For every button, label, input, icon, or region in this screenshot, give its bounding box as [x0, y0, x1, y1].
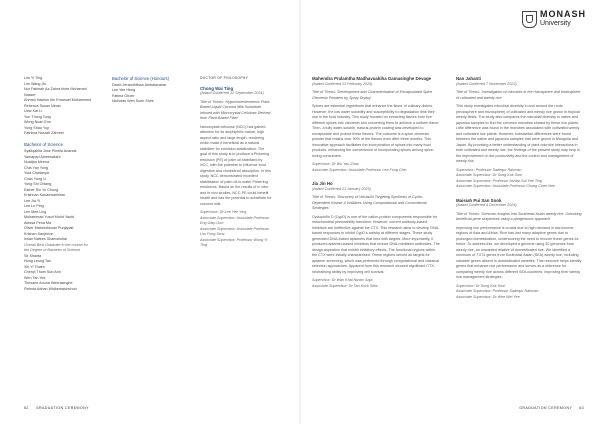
phd-entry	[312, 181, 440, 289]
graduate-name: Chia Yan Yong	[24, 165, 49, 170]
graduate-list-bsc	[24, 149, 94, 243]
graduate-name: Wong Nuan Ene	[24, 120, 51, 124]
page-number-left: 62	[24, 406, 29, 410]
thesis-abstract: Nanocrystal cellulose (NCC) has gained attention for its amphiphilic nature, high aspect ratio and large length, rendering which make it beneficial as a natural stabilizer for emulsion stabilization. The goal of this study is to produce a Pickering emulsion (PE) of palm oil stabilized by NCC, with the potential to influence food digestion and cholesterol absorption. In this study, NCC demonstrated excellent stabilization of palm oil-in-water Pickering emulsions. Based on the results of in vitro and in vivo studies, NCC-PE could benefit health and has the potential to substitute for coconut milk.	[200, 124, 272, 206]
graduate-name: Lee Yee Heng	[112, 88, 136, 92]
graduate-name: Rebecca Susan Ninan	[24, 103, 61, 108]
graduate-name: Oliver Mahesthiruan Punjapati	[24, 226, 74, 230]
phd-entry	[200, 86, 272, 249]
phd-entry	[312, 76, 440, 173]
column-5	[456, 76, 584, 308]
graduate-name: Krishan Sanjeeve	[24, 231, 53, 236]
associate-supervisor: Associate Supervisor: Dr Tan Kock Siew	[312, 283, 378, 288]
graduate-name: Associate Supervisor: Associate Professor Lim Fong Siew	[200, 226, 270, 236]
graduate-name: Nuatipa Meena	[24, 160, 50, 164]
graduate-name: Yong Shao Yup	[24, 125, 50, 130]
thesis-abstract: Spices are essential ingredients that enhance the flavor of culinary dishes. However, the low water solubility and susceptibility to degradation limit their use in the food industry. This study focused on extracting flavors from five different spices into oleoresin and converting them to achieve a uniform flavor. Then, a fully water-soluble, natural-protein coating was developed to encapsulate and protect these flavors. The outcome is a spice oleoresin powder that retains over 90% of the flavors even after three months. This innovative approach facilitates the incorporation of spices into many food products, enhancing the convenience of incorporating spices among spice-loving consumers.	[312, 104, 440, 158]
graduate-name: Esther Sin Yu Chong	[24, 187, 59, 192]
graduate-name: Irwan Nafees Shamshullai	[24, 237, 67, 241]
page-gutter	[299, 0, 301, 424]
section-title-bsc: Bachelor of Science	[24, 141, 64, 147]
graduate-name: Associate Supervisor: Professor Wong Yi Ting	[200, 237, 268, 247]
footer-text-left: GRADUATION CEREMONY	[35, 406, 89, 410]
graduate-name: Yamapad Ameesakshi	[24, 154, 61, 159]
thesis-abstract: Cyclophilin D (CypD) is one of the cation-protein components responsible for mitochondrial permeability transition. However, current antibody-based inhibitors are ineffective against the CTX. This research aims to develop DNA-based responses to inhibit CypD's activity at different stages. These study generated DNA-based aptamers that bind with targets. More importantly, it produced aptamer-based inhibitors that reduce DNA-mediated antibodies. The design aspiration that exhibit inhibitory effects. The functional regions within the CTX were initially characterised. These regions served as targets for aptamer screening, which was performed through computational and classical selection approaches. Apparent from this research showed significant CTX-neutralising ability by improving cell survival.	[312, 214, 440, 274]
associate-supervisor: Associate Supervisor: Dr Wee Wei Yee	[456, 294, 520, 299]
award-date: (Award Conferred 7 November 2022)	[456, 81, 517, 86]
graduate-name: Nicholas Wen Suen Shee	[112, 99, 154, 103]
award-date: (Award Conferred 4 December 2024)	[456, 203, 517, 207]
monash-logo	[522, 10, 586, 28]
graduate-name: Fathima Nusrah Zahreel	[24, 131, 64, 135]
column-2	[112, 76, 180, 105]
award-date: (Award Conferred 13 February 2025)	[312, 81, 373, 86]
graduate-name: Wen Tan Yee	[24, 275, 46, 280]
graduate-list-bsc-cont	[24, 254, 94, 293]
thesis-title: Title of Thesis: 'Development and Characterisation of Encapsulated Spice Oleoresin Powders by Spray Drying'	[312, 90, 433, 100]
graduate-list	[24, 76, 94, 137]
graduate-name: Associate Supervisor: Associate Professor Eng Giap Goh	[200, 215, 270, 225]
phd-entry	[456, 76, 584, 190]
graduate-name: Lee Mee Ling	[24, 209, 47, 214]
graduate-name: Thesane Anuna Weerasinghe	[24, 281, 73, 285]
graduate-name: Chan Yung Li	[24, 176, 47, 181]
graduate-name: Lee Lu Ping	[24, 204, 44, 208]
graduate-name: Lee Jia Yi	[24, 198, 40, 203]
crest-icon	[522, 11, 537, 28]
supervisor: Supervisor: Dr Lee Yee Ying	[200, 210, 247, 214]
column-4	[312, 76, 440, 297]
footer-left	[24, 406, 89, 410]
associate-supervisors	[200, 216, 272, 249]
thesis-abstract: This study investigates microbial diversity in and around the roots (endosphere and rhizosphere) of cultivated and weedy rice grown in tropical weedy fields. The study also compares the microbial diversity in native and japonica samples to find the common microbes shared by these rice plants. Little difference was found in the microbes associated with cultivated weedy and cultivated rice plants. However, substantial differences were found between the native and japonica samples that were grown in Mongolia and Japan. By providing a better understanding of plant-microbe interactions in both cultivated and weedy rice, the findings of the present study may help in the improvement of rice productivity and the control and management of weedy rice.	[456, 104, 580, 163]
graduate-name: Yong Shi Chiang	[24, 182, 52, 186]
graduate-name: Hung Leong Tan	[24, 259, 51, 263]
thesis-title: Title of Thesis: 'Discovery of Virtual/Ai Targeting Synthesis of Cyclin-Dependent Kinase-4 Inhibitors Using Computational and Conventional Strategies'	[312, 195, 427, 210]
graduate-name: Krishnan Kanamsankiran	[24, 193, 66, 197]
graduate-name: Lim Wang Jin	[24, 81, 47, 86]
graduate-name: Nur Fatimah Az-Zahra binte Mohamed Nasser	[24, 87, 87, 97]
associate-supervisor: Associate Supervisor: Professor Ashfar-Sui Yee Ting	[456, 178, 542, 183]
award-date: (Award Conferred 21 January 2025)	[312, 186, 371, 191]
logo-line2: University	[540, 20, 571, 27]
phd-entry	[456, 198, 584, 301]
thesis-title: Title of Thesis: 'Investigation of microbes in the rhizosphere and endosphere of cultivated and weedy rice'	[456, 90, 581, 100]
graduate-name: Atessa Pena Ma	[24, 220, 52, 225]
graduate-name: Fatima Ghoer	[112, 93, 135, 98]
section-title-honours: Bachelor of Science (Honours)	[112, 76, 170, 81]
graduate-name: Sir Shanta	[24, 253, 42, 258]
graduate-name: Liew Kai Li	[24, 109, 42, 113]
supervisor: Supervisor: Dr Song Kok Sooi	[456, 283, 505, 288]
graduate-name: Flelnda Adrian Widkemasinchuh	[24, 286, 77, 291]
column-3	[200, 76, 272, 257]
award-note: Overall Best Graduate in the course for the Degree of Bachelor of Science	[24, 242, 88, 252]
supervisor: Supervisor: Dr Wan Khai Nizam Saja	[312, 278, 373, 282]
associate-supervisor: Associate Supervisor: Professor Sadequr Rahman	[456, 289, 539, 293]
graduate-name: Yun Thong Tong	[24, 114, 51, 119]
associate-supervisor: Associate Supervisor: Dr Song Kok Sooi	[456, 173, 522, 177]
logo-line1: MONASH	[540, 9, 586, 19]
graduate-name: Jia Jin Ho	[312, 181, 333, 186]
supervisor: Supervisor: Dr Wu Yao Zhao	[312, 162, 359, 166]
thesis-title: Title of Thesis: 'Genomic insights into Southeast Asian weedy rice: Unlocking beneficial gene sequences using a pangenomic approach'	[456, 211, 582, 221]
footer-right	[519, 406, 584, 410]
column-1	[24, 76, 94, 292]
supervisor: Supervisor: Professor Sadequr Rahman	[456, 167, 522, 172]
graduate-name: David Jerandhithan Ambalavanar	[112, 82, 167, 87]
award-date: (Award Conferred 12 September 2024)	[200, 91, 264, 95]
graduate-name: Mahendra Pralamtha Madhavuakiha Gamasinghe Devage	[312, 76, 432, 81]
associate-supervisor: Associate Supervisor: Associate Professor Chong Chee Nee	[456, 184, 555, 188]
graduate-name: Lim Yi Ting	[24, 76, 43, 80]
graduate-name: Yula Chaitanya	[24, 171, 49, 175]
footer-text-right: GRADUATION CEREMONY	[519, 406, 573, 410]
section-title-phd: DOCTOR OF PHILOSOPHY	[200, 76, 249, 80]
graduate-name: Xin Yi Thaen	[24, 264, 45, 269]
graduate-list-honours	[112, 83, 180, 105]
graduate-name: Ahmed Hashim bin Emanuel Mohammed	[24, 98, 92, 102]
graduate-name: Maisiah Pui San Sook	[456, 197, 502, 203]
page-number-right: 63	[579, 406, 584, 410]
thesis-abstract: Improving rice performance is crucial due to high demand in low-income regions of Asia and Africa. Rice has lost many adaptive genes due to prolonged domestication, underscoring the need to recover these genes for future. To address this, we developed a genome using 30 genomes from weedy rice, an unwanted relative of domesticated rice. We identified a minimum of 7,074 genes from Southeast Asian (SEA) weedy rice, including valuable genes absent in domesticated varieties. This resource helps identify genes that enhance rice performance and serves as a reference for comparing weedy rice across different SEA countries, improving their weedy rice management strategies.	[456, 225, 582, 279]
thesis-title: Title of Thesis: 'Hypocholesterolemic Plant-Based Liquid Coconut Milk Substitute Infused with Microcrystal Cellulose Derived from Plant-Based Fiber'	[200, 99, 271, 120]
graduate-name: Chong Wai Ting	[200, 85, 234, 91]
graduate-name: Syafiqahlia Jose Pinelia Ananda	[24, 149, 77, 153]
graduate-name: Nan Jahanti	[456, 76, 481, 81]
graduate-name: Muhammad Yusuf Mohd Yazid	[24, 215, 74, 219]
graduate-name: Chenyl Thum Sun Ann	[24, 270, 61, 274]
associate-supervisor: Associate Supervisor: Associate Professor Lee Fong Chin	[312, 167, 407, 172]
